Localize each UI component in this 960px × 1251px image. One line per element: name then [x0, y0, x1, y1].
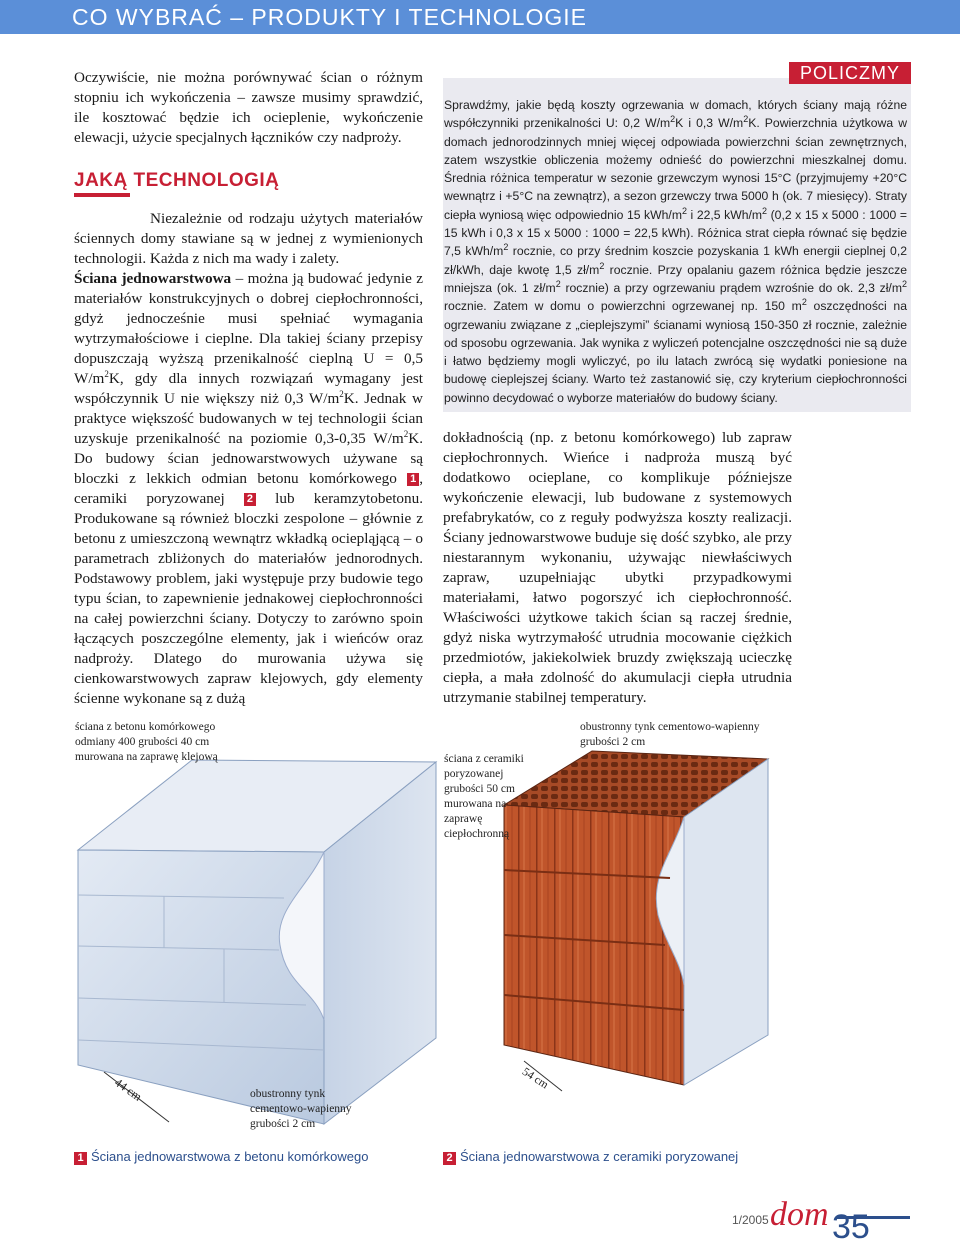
superscript: 2 — [801, 297, 807, 308]
figure-2-caption-text: Ściana jednowarstwowa z ceramiki poryzowanej — [460, 1149, 739, 1164]
section-paragraph-1 — [74, 269, 423, 709]
text-fragment: i 22,5 kWh/m — [687, 207, 763, 222]
right-column-text — [443, 428, 792, 708]
figure-1-caption-text: Ściana jednowarstwowa z betonu komórkowego — [91, 1149, 369, 1164]
text-fragment: K, gdy dla innych rozwiązań wymagany jest współczynnik U nie większy niż 0,3 W/m — [74, 370, 423, 407]
superscript: 2 — [681, 205, 687, 216]
superscript: 2 — [104, 368, 109, 379]
text-fragment: lub keramzytobetonu. Produkowane są również bloczki zespolone – głównie z betonu z umieszczoną wewnątrz wkładką ociepląjącą – o parametrach zbliżonych do materiałów jednorodnych. Podstawowy problem, jaki występuje przy budowie tego typu ścian, to zapewnienie jednakowej ciepłochronności na całej powierzchni ściany. Dotyczy to zarówno spoin łączących poszczególne elementy, jak i wieńców oraz nadproży. Dlatego do murowania używa się cienkowarstwowych zapraw klejowych, gdy elementy ścienne wykonane są z dużą — [74, 490, 423, 707]
text-fragment: , ceramiki poryzowanej — [74, 470, 423, 507]
text-fragment: K. Jednak w praktyce większość budowanych w tej technologii ścian uzyskuje przenikalność na poziomie 0,3-0,35 W/m — [74, 390, 423, 447]
superscript: 2 — [339, 388, 344, 399]
superscript: 2 — [762, 205, 768, 216]
page-number: 35 — [832, 1208, 870, 1246]
section-body — [74, 209, 423, 709]
ceramic-side-plaster — [684, 759, 768, 1085]
superscript: 2 — [743, 114, 749, 125]
figure-1-caption — [74, 1149, 369, 1165]
figure-1-label-wall: ściana z betonu komórkowego odmiany 400 grubości 40 cm murowana na zaprawę klejową — [75, 721, 218, 763]
superscript: 2 — [403, 428, 409, 439]
text-fragment: – można ją budować jedynie z materiałów konstrukcyjnych o dobrej ciepłochronności, gdyż jednocześnie musi spełniać wymagania wytrzymałościowe i cieplne. Dla takiej ściany przepisy dopuszczają wyższą przenikalność cieplną U = 0,5 W/m — [74, 270, 423, 387]
text-fragment: rocznie. Zatem w domu o powierzchni ogrzewanej np. 150 m — [444, 299, 802, 314]
calculation-box-label: POLICZMY — [789, 62, 911, 84]
text-fragment: K i 0,3 W/m — [675, 116, 744, 131]
figure-1-illustration — [74, 720, 454, 1140]
term-single-layer-wall: Ściana jednowarstwowa — [74, 270, 232, 287]
right-paragraph: dokładnością (np. z betonu komórkowego) lub zapraw ciepłochronnych. Wieńce i nadproża muszą być dodatkowo ocieplane, co komplikuje późniejsze wykończenie elewacji, lub budowane z systemowych prefabrykatów, co z reguły podwyższa koszty realizacji. Ściany jednowarstwowe buduje się dość szybko, ale przy niestarannym wykonaniu, używając niewłaściwych zapraw, uzupełniając ubytki przypadkowymi materiałami, łatwo pogorszyć ich ciepłochronność. Właściwości użytkowe takich ścian są raczej średnie, gdyż niska wytrzymałość utrudnia mocowanie ciężkich przedmiotów, jakiekolwiek bruzdy zwiększają ucieczkę ciepła, a mała zdolność do akumulacji ciepła utrudnia utrzymanie stabilnej temperatury. — [443, 429, 792, 706]
section-lead: Niezależnie od rodzaju użytych materiałów ściennych domy stawiane są w jednej z wymienionych technologii. Każda z nich ma wady i zalety. — [74, 210, 423, 267]
text-fragment: (0,2 x 15 x 5000 : 1000 = 15 kWh i 0,3 x 15 x 5000 : 1000 = 22,5 kWh). Różnica strat ciepła równać się będzie 7,5 kWh/m — [444, 207, 908, 259]
magazine-logo: dom — [770, 1196, 829, 1233]
figure-ref-1: 1 — [407, 473, 419, 486]
text-fragment: rocznie. Przy opalaniu gazem różnica będzie jeszcze mniejsza (ok. 1 zł/m — [444, 262, 908, 295]
intro-text: Oczywiście, nie można porównywać ścian o różnym stopniu ich wykończenia – zawsze musimy sprawdzić, ile kosztować będzie ich ocieplenie, wykończenie elewacji, użycie specjalnych łączników czy nadproży. — [74, 69, 423, 146]
superscript: 2 — [901, 278, 907, 289]
text-fragment: K. Powierzchnia użytkowa w domach jednorodzinnych mniej więcej odpowiada powierzchni ścian zewnętrznych, zatem wszystkie obliczenia możemy odnieść do powierzchni mieszkalnej domu. Średnia różnica temperatur w sezonie grzewczym wynosi 15°C (przyjmujemy +20°C wewnątrz i +5°C na zewnątrz), a sezon grzewczy trwa 5000 h (ok. 7 miesięcy). Straty ciepła wyniosą więc odpowiednio 15 kWh/m — [444, 116, 907, 222]
superscript: 2 — [503, 242, 509, 253]
figure-2-label-wall: ściana z ceramiki poryzowanej grubości 50 cm murowana na zaprawę ciepłochronną — [444, 753, 524, 840]
heading-underline — [74, 193, 130, 197]
section-heading: JAKĄ TECHNOLOGIĄ — [74, 170, 280, 191]
figure-1-dimension: 44 cm — [112, 1075, 145, 1104]
figure-ref-2: 2 — [244, 493, 256, 506]
page-section-title: CO WYBRAĆ – PRODUKTY I TECHNOLOGIE — [72, 4, 587, 30]
text-fragment: rocznie) a przy ogrzewaniu prądem wzrośnie do ok. 2,3 zł/m — [560, 280, 902, 295]
intro-paragraph — [74, 68, 423, 148]
figure-2-number: 2 — [443, 1152, 456, 1165]
figure-1-number: 1 — [74, 1152, 87, 1165]
issue-number: 1/2005 — [732, 1213, 769, 1227]
calculation-box-text — [444, 96, 907, 407]
figure-2-caption — [443, 1149, 738, 1165]
text-fragment: rocznie, co przy średnim koszcie pozyskania 1 kWh energii cieplnej 0,2 zł/kWh, daje kwotę 1,5 zł/m — [444, 244, 907, 277]
figure-2-dimension: 54 cm — [519, 1065, 551, 1092]
superscript: 2 — [670, 114, 676, 125]
text-fragment: K. Do budowy ścian jednowarstwowych używane są bloczki z lekkich odmian betonu komórkowego — [74, 430, 423, 487]
figure-2-label-plaster: obustronny tynk cementowo-wapienny grubości 2 cm — [580, 721, 760, 748]
text-fragment: oszczędności na ogrzewaniu związane z „cieplejszymi” ścianami wyniosą 150-350 zł rocznie, zależnie od sposobu ogrzewania. Jak wynika z wyliczeń potencjalne oszczędności nie są duże i łatwo będziemy mogli wyliczyć, po ilu latach zwrócą się wydatki poniesione na budowę cieplejszej ściany. Warto też zastanowić się, czy kryterium ciepłochronności powinno decydować o wyborze materiałów do budowy ściany. — [444, 299, 907, 405]
figure-1-label-plaster: obustronny tynk cementowo-wapienny grubości 2 cm — [250, 1088, 352, 1130]
superscript: 2 — [555, 278, 561, 289]
text-fragment: Sprawdźmy, jakie będą koszty ogrzewania w domach, których ściany mają różne współczynniki przenikalności U: 0,2 W/m — [444, 98, 907, 131]
superscript: 2 — [599, 260, 605, 271]
